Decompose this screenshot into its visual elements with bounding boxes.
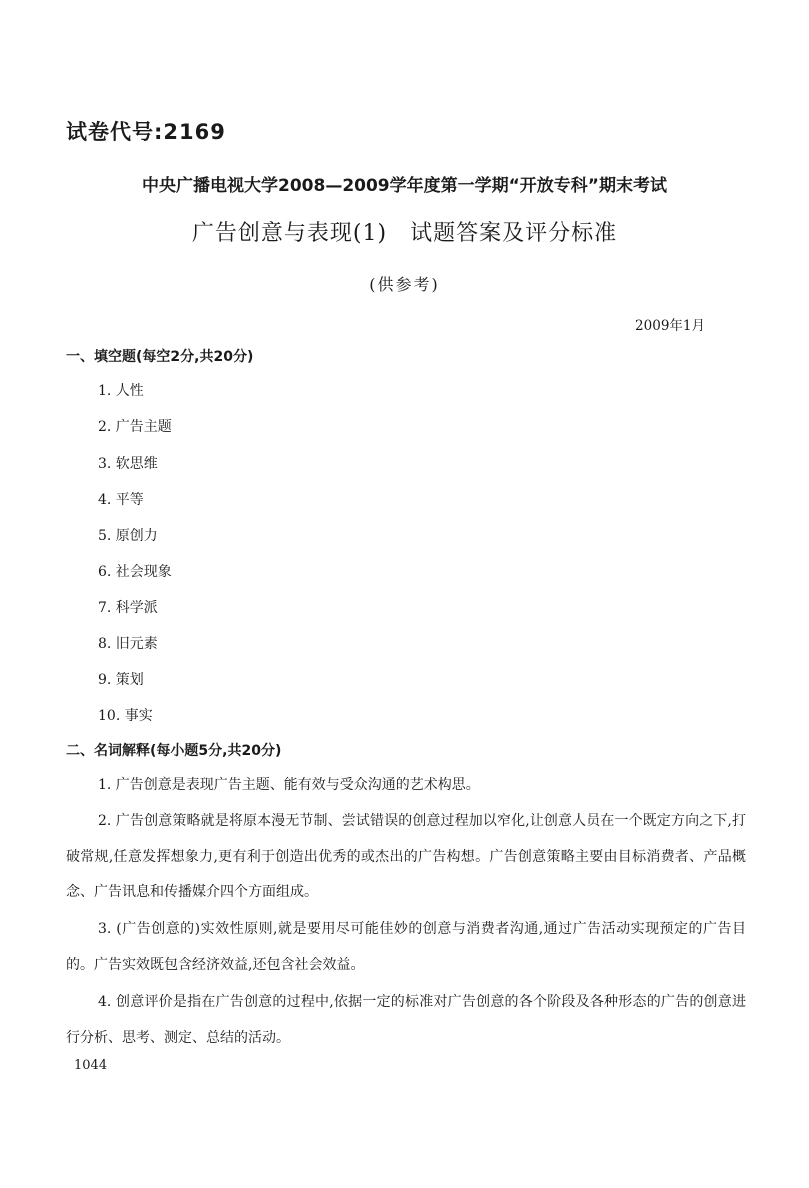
exam-name: 中央广播电视大学2008—2009学年度第一学期“开放专科”期末考试 [142,176,667,196]
document-date: 2009年1月 [635,318,705,334]
definition-paragraph: 1. 广告创意是表现广告主题、能有效与受众沟通的艺术构思。 [98,777,480,793]
section-heading-definitions: 二、名词解释(每小题5分,共20分) [66,743,282,759]
definition-paragraph: 4. 创意评价是指在广告创意的过程中,依据一定的标准对广告创意的各个阶段及各种形态的广告的创意进行分析、思考、测定、总结的活动。 [66,994,746,1046]
answer-item: 10. 事实 [98,708,153,724]
document-title: 广告创意与表现(1) 试题答案及评分标准 [191,221,618,246]
definition-paragraph: 3. (广告创意的)实效性原则,就是要用尽可能佳妙的创意与消费者沟通,通过广告活动实现预定的广告目的。广告实效既包含经济效益,还包含社会效益。 [66,921,746,973]
definition-paragraph: 2. 广告创意策略就是将原本漫无节制、尝试错误的创意过程加以窄化,让创意人员在一个既定方向之下,打破常规,任意发挥想象力,更有利于创造出优秀的或杰出的广告构想。广告创意策略主要由目标消费者、产品概念、广告讯息和传播媒介四个方面组成。 [66,813,746,900]
answer-item: 6. 社会现象 [98,564,172,580]
answer-item: 8. 旧元素 [98,636,158,652]
paper-code: 试卷代号:2169 [66,120,226,144]
answer-item: 2. 广告主题 [98,419,172,435]
answer-item: 3. 软思维 [98,456,158,472]
answer-item: 1. 人性 [98,383,144,399]
answer-item: 5. 原创力 [98,528,158,544]
section-heading-fill-in: 一、填空题(每空2分,共20分) [66,349,254,365]
page-number: 1044 [74,1058,108,1073]
reference-note: (供参考) [369,275,440,294]
answer-item: 9. 策划 [98,672,144,688]
answer-item: 4. 平等 [98,492,144,508]
answer-item: 7. 科学派 [98,600,158,616]
